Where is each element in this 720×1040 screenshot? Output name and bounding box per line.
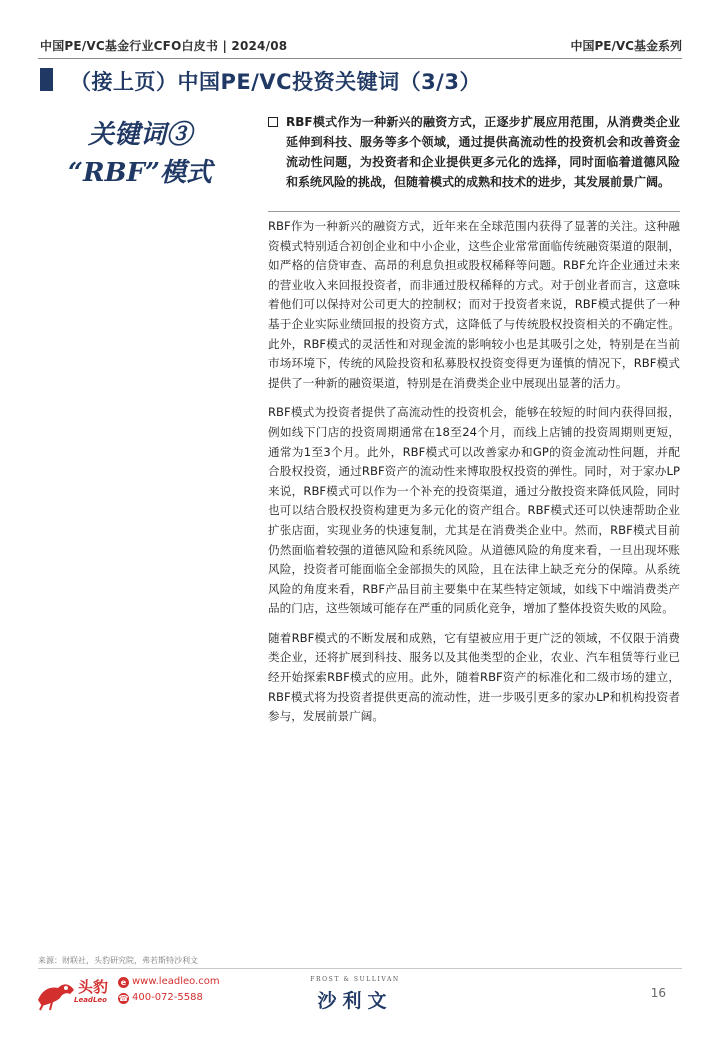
leadleo-logo-en: LeadLeo [74, 996, 107, 1004]
leadleo-logo-cn: 头豹 [78, 978, 109, 996]
summary-text: RBF模式作为一种新兴的融资方式，正逐步扩展应用范围，从消费类企业延伸到科技、服务等多个领域，通过提供高流动性的投资机会和改善资金流动性问题，为投资者和企业提供更多元化的选择，同时面临着道德风险和系统风险的挑战，但随着模式的成熟和技术的进步，其发展前景广阔。 [286, 115, 680, 189]
title-accent-bar [40, 68, 53, 91]
source-note: 来源：财联社，头豹研究院，弗若斯特沙利文 [38, 956, 198, 965]
square-bullet-icon [268, 117, 278, 127]
body-text [268, 217, 680, 737]
frost-sullivan-logo-cn: 沙利文 [317, 990, 393, 1012]
phone-text: 400-072-5588 [132, 992, 203, 1003]
header-report-title: 中国PE/VC基金行业CFO白皮书 | 2024/08 [40, 39, 288, 53]
frost-sullivan-logo-en: FROST & SULLIVAN [310, 976, 400, 983]
paragraph-outlook: 随着RBF模式的不断发展和成熟，它有望被应用于更广泛的领域，不仅限于消费类企业，还将扩展到科技、服务以及其他类型的企业，农业、汽车租赁等行业已经开始探索RBF模式的应用。此外，随着RBF资产的标准化和二级市场的建立，RBF模式将为投资者提供更高的流动性，进一步吸引更多的家办LP和机构投资者参与，发展前景广阔。 [268, 630, 680, 724]
header-divider [38, 58, 682, 59]
keyword-number: 关键词③ [87, 120, 192, 150]
page-title: （接上页）中国PE/VC投资关键词（3/3） [70, 70, 481, 94]
phone-icon: ☎ [118, 994, 129, 1003]
summary-box [268, 112, 680, 192]
paragraph-liquidity-risk: RBF模式为投资者提供了高流动性的投资机会，能够在较短的时间内获得回报，例如线下门店的投资周期通常在18至24个月，而线上店铺的投资周期则更短，通常为1至3个月。此外，RBF模式可以改善家办和GP的资金流动性问题，并配合股权投资，通过RBF资产的流动性来博取股权投资的弹性。同时，对于家办LP来说，RBF模式可以作为一个补充的投资渠道，通过分散投资来降低风险，同时也可以结合股权投资构建更为多元化的资产组合。RBF模式还可以快速帮助企业扩张店面，实现业务的快速复制，尤其是在消费类企业中。然而，RBF模式目前仍然面临着较强的道德风险和系统风险。从道德风险的角度来看，一旦出现坏账风险，投资者可能面临全金部损失的风险，且在法律上缺乏充分的保障。从系统风险的角度来看，RBF产品目前主要集中在某些特定领域，如线下中端消费类产品的门店，这些领域可能存在严重的同质化竞争，增加了整体投资失败的风险。 [268, 405, 680, 616]
page-number: 16 [650, 986, 666, 1000]
website-link[interactable] [118, 976, 220, 988]
phone-number [118, 992, 203, 1004]
header-series-name: 中国PE/VC基金系列 [570, 39, 682, 53]
paragraph-intro: RBF作为一种新兴的融资方式，近年来在全球范围内获得了显著的关注。这种融资模式特别适合初创企业和中小企业，这些企业常常面临传统融资渠道的限制，如严格的信贷审查、高昂的利息负担或股权稀释等问题。RBF允许企业通过未来的营业收入来回报投资者，而非通过股权稀释的方式。对于创业者而言，这意味着他们可以保持对公司更大的控制权；而对于投资者来说，RBF模式提供了一种基于企业实际业绩回报的投资方式，这降低了与传统股权投资相关的不确定性。此外，RBF模式的灵活性和对现金流的影响较小也是其吸引之处，特别是在当前市场环境下，传统的风险投资和私募股权投资变得更为谨慎的情况下，RBF模式提供了一种新的融资渠道，特别是在消费类企业中展现出显著的活力。 [268, 219, 680, 390]
keyword-name: “RBF”模式 [68, 158, 212, 188]
summary-divider [268, 211, 680, 212]
website-text: www.leadleo.com [132, 976, 220, 987]
globe-icon: e [118, 977, 129, 988]
footer-divider [38, 968, 682, 969]
